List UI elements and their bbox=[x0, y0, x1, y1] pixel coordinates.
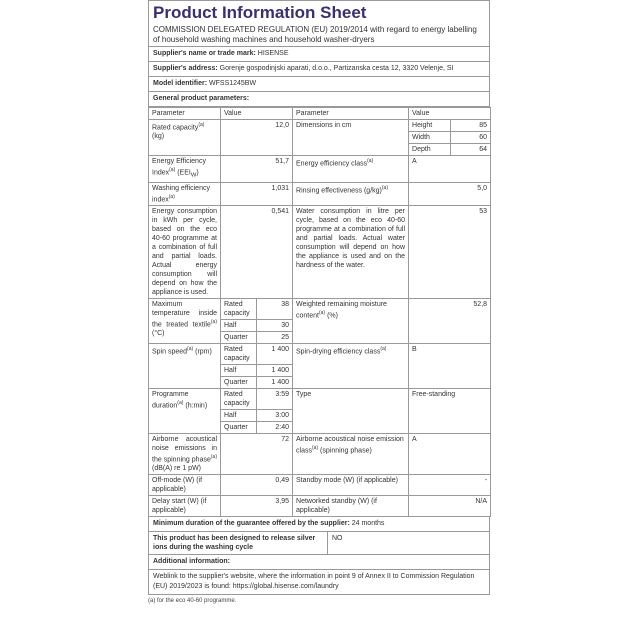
header-parameter: Parameter bbox=[149, 108, 221, 120]
water-consumption-label: Water consumption in litre per cycle, based on the eco 40-60 programme at a combination of full and partial loads. Actual water consumption will depend on how the appliance is used and on the hardness of the water. bbox=[293, 206, 409, 299]
rinsing-effectiveness-value: 5,0 bbox=[409, 182, 491, 205]
table-row: Rated capacity$^{(a)}$ (kg) 12,0 Dimensions in cm Height 85 bbox=[149, 120, 491, 132]
table-row: Maximum temperature inside the treated textile$^{(a)}$ (°C) Rated capacity 38 Weighted remaining moisture content$^{(a)}$ (%) 52,8 bbox=[149, 299, 491, 320]
max-temp-rated-value: 38 bbox=[257, 299, 293, 320]
height-value: 85 bbox=[451, 120, 491, 132]
max-temp-quarter-value: 25 bbox=[257, 332, 293, 344]
width-value: 60 bbox=[451, 132, 491, 144]
spin-speed-label: Spin speed bbox=[152, 348, 188, 356]
table-row bbox=[149, 496, 491, 517]
energy-consumption-label: Energy consumption in kWh per cycle, based on the eco 40-60 programme at a combination of full and partial loads. Actual energy consumption will depend on how the appliance is used. bbox=[149, 206, 221, 299]
supplier-name-label: Supplier's name or trade mark: bbox=[153, 50, 256, 57]
networked-standby-label: Networked standby (W) (if applicable) bbox=[293, 496, 409, 517]
header bbox=[148, 0, 490, 46]
moisture-label: Weighted remaining moisture content bbox=[296, 301, 387, 320]
duration-half-label: Half bbox=[221, 410, 257, 422]
guarantee-value: 24 months bbox=[351, 520, 385, 528]
depth-label: Depth bbox=[409, 144, 451, 156]
max-temp-half-label: Half bbox=[221, 320, 257, 332]
weblink-row bbox=[148, 570, 490, 595]
guarantee-label: Minimum duration of the guarantee offered by the supplier: bbox=[153, 520, 350, 528]
spin-class-label: Spin-drying efficiency class bbox=[296, 348, 381, 356]
duration-quarter-label: Quarter bbox=[221, 422, 257, 434]
general-parameters-label: General product parameters: bbox=[153, 95, 250, 102]
eei-label: Energy Efficiency Index bbox=[152, 158, 206, 177]
max-temperature-unit: (°C) bbox=[152, 330, 165, 338]
table-row bbox=[149, 206, 491, 299]
max-temp-rated-label: Rated capacity bbox=[221, 299, 257, 320]
noise-value: 72 bbox=[221, 434, 293, 475]
delay-start-value: 3,95 bbox=[221, 496, 293, 517]
spin-class-value: B bbox=[409, 344, 491, 389]
additional-information-row bbox=[148, 555, 490, 570]
spin-quarter-label: Quarter bbox=[221, 377, 257, 389]
table-row: Programme duration$^{(a)}$ (h:min) Rated capacity 3:59 Type Free-standing bbox=[149, 389, 491, 410]
rated-capacity-unit: (kg) bbox=[152, 133, 165, 141]
width-label: Width bbox=[409, 132, 451, 144]
silver-ions-row bbox=[148, 532, 490, 555]
table-row bbox=[149, 475, 491, 496]
table-row: Washing efficiency index$^{(a)}$ 1,031 Rinsing effectiveness $(g/kg)^{(a)}$ 5,0 bbox=[149, 182, 491, 205]
water-consumption-value: 53 bbox=[409, 206, 491, 299]
depth-value: 64 bbox=[451, 144, 491, 156]
type-label: Type bbox=[293, 389, 409, 434]
header-value-2: Value bbox=[409, 108, 491, 120]
header-value: Value bbox=[221, 108, 293, 120]
duration-quarter-value: 2:40 bbox=[257, 422, 293, 434]
additional-information-label: Additional information: bbox=[153, 558, 230, 566]
general-parameters-row bbox=[148, 92, 490, 107]
page-title: Product Information Sheet bbox=[153, 3, 367, 22]
spin-rated-value: 1 400 bbox=[257, 344, 293, 365]
table-row: Airborne acoustical noise emissions in the spinning phase$^{(a)}$ (dB(A) re 1 pW) 72 Airborne acoustical noise emission class$^{(a)}$ (spinning phase) A bbox=[149, 434, 491, 475]
dimensions-label: Dimensions in cm bbox=[293, 120, 409, 156]
height-label: Height bbox=[409, 120, 451, 132]
parameters-table bbox=[148, 107, 491, 517]
guarantee-row bbox=[148, 517, 490, 532]
off-mode-value: 0,49 bbox=[221, 475, 293, 496]
spin-rated-label: Rated capacity bbox=[221, 344, 257, 365]
duration-half-value: 3:00 bbox=[257, 410, 293, 422]
rinsing-effectiveness-label: Rinsing effectiveness (g/kg) bbox=[296, 187, 382, 195]
noise-label: Airborne acoustical noise emissions in the spinning phase bbox=[152, 436, 217, 464]
noise-class-label: Airborne acoustical noise emission class bbox=[296, 436, 404, 455]
max-temp-quarter-label: Quarter bbox=[221, 332, 257, 344]
noise-class-unit: (spinning phase) bbox=[320, 447, 372, 455]
ee-class-value: A bbox=[409, 156, 491, 183]
max-temp-half-value: 30 bbox=[257, 320, 293, 332]
header-parameter-2: Parameter bbox=[293, 108, 409, 120]
product-information-sheet bbox=[148, 0, 490, 604]
duration-rated-value: 3:59 bbox=[257, 389, 293, 410]
supplier-name-value: HISENSE bbox=[257, 50, 289, 57]
weblink-text: Weblink to the supplier's website, where the information in point 9 of Annex II to Commission Regulation (EU) 2019/2023 is found: https://global.hisense.com/laundry bbox=[153, 573, 475, 591]
washing-efficiency-label: Washing efficiency index bbox=[152, 184, 210, 204]
silver-ions-label: This product has been designed to release silver ions during the washing cycle bbox=[149, 532, 328, 554]
regulation-text: COMMISSION DELEGATED REGULATION (EU) 2019/2014 with regard to energy labelling of household washing machines and household washer-dryers bbox=[153, 25, 477, 44]
networked-standby-value: N/A bbox=[409, 496, 491, 517]
programme-duration-label: Programme duration bbox=[152, 391, 189, 410]
spin-half-value: 1 400 bbox=[257, 365, 293, 377]
model-identifier-row bbox=[148, 77, 490, 92]
standby-label: Standby mode (W) (if applicable) bbox=[293, 475, 409, 496]
energy-consumption-value: 0,541 bbox=[221, 206, 293, 299]
model-identifier-label: Model identifier: bbox=[153, 80, 208, 87]
duration-rated-label: Rated capacity bbox=[221, 389, 257, 410]
washing-efficiency-value: 1,031 bbox=[221, 182, 293, 205]
table-header-row bbox=[149, 108, 491, 120]
supplier-address-row bbox=[148, 62, 490, 77]
max-temperature-label: Maximum temperature inside the treated textile bbox=[152, 301, 217, 329]
moisture-unit: (%) bbox=[327, 312, 338, 320]
spin-quarter-value: 1 400 bbox=[257, 377, 293, 389]
supplier-address-label: Supplier's address: bbox=[153, 65, 218, 72]
model-identifier-value: WFSS1245BW bbox=[209, 80, 257, 87]
spin-half-label: Half bbox=[221, 365, 257, 377]
type-value: Free-standing bbox=[409, 389, 491, 434]
off-mode-label: Off-mode (W) (if applicable) bbox=[149, 475, 221, 496]
footnote: (a) for the eco 40-60 programme. bbox=[148, 598, 237, 605]
rated-capacity-value: 12,0 bbox=[221, 120, 293, 156]
ee-class-label: Energy efficiency class bbox=[296, 160, 368, 168]
eei-value: 51,7 bbox=[221, 156, 293, 183]
rated-capacity-label: Rated capacity bbox=[152, 124, 199, 132]
moisture-value: 52,8 bbox=[409, 299, 491, 344]
delay-start-label: Delay start (W) (if applicable) bbox=[149, 496, 221, 517]
table-row: Energy Efficiency Index$^{(a)}$ $(EEI_W)$ 51,7 Energy efficiency class$^{(a)}$ A bbox=[149, 156, 491, 183]
silver-ions-value: NO bbox=[332, 535, 343, 543]
supplier-name-row bbox=[148, 46, 490, 62]
supplier-address-value: Gorenje gospodinjski aparati, d.o.o., Partizanska cesta 12, 3320 Velenje, SI bbox=[219, 65, 454, 72]
table-row: Spin speed$^{(a)}$ (rpm) Rated capacity 1 400 Spin-drying efficiency class$^{(a)}$ B bbox=[149, 344, 491, 365]
noise-unit: (dB(A) re 1 pW) bbox=[152, 465, 202, 473]
spin-speed-unit: (rpm) bbox=[195, 348, 212, 356]
noise-class-value: A bbox=[409, 434, 491, 475]
programme-duration-unit: (h:min) bbox=[185, 402, 208, 410]
standby-value: - bbox=[409, 475, 491, 496]
